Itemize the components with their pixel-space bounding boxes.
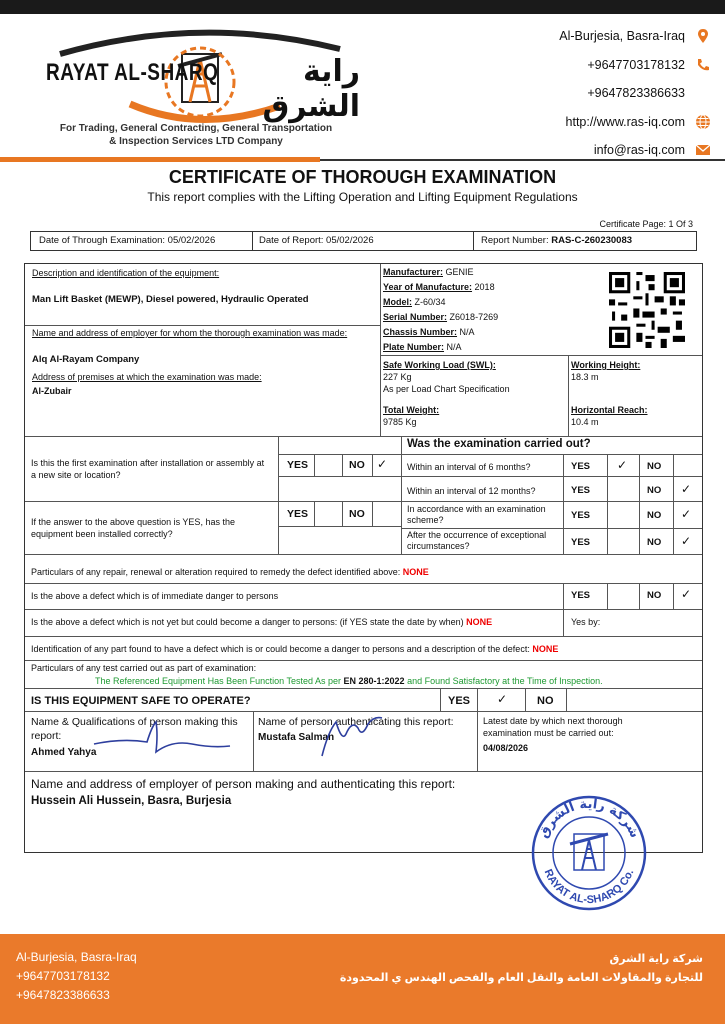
exceptional-no-check: ✓ — [681, 534, 692, 548]
equipment-desc-value: Man Lift Basket (MEWP), Diesel powered, Hydraulic Operated — [32, 294, 309, 305]
chassis-value: N/A — [459, 327, 475, 337]
row-line — [25, 554, 702, 555]
immediate-yes: YES — [571, 590, 591, 601]
yes-by-label: Yes by: — [571, 617, 601, 627]
safe-yes-check: ✓ — [497, 692, 508, 706]
year-label: Year of Manufacture: — [383, 282, 473, 292]
employer-of-person-label: Name and address of employer of person making and authenticating this report: — [31, 777, 456, 791]
tests-standard: EN 280-1:2022 — [343, 676, 405, 686]
exam-date: Date of Through Examination: 05/02/2026 — [39, 235, 216, 246]
model — [383, 296, 446, 308]
col-line — [380, 264, 381, 436]
reach-value: 10.4 m — [571, 417, 599, 427]
authenticator-signature — [318, 712, 388, 762]
footer-phone-1[interactable]: +9647703178132 — [16, 969, 110, 983]
identification-answer: NONE — [532, 644, 559, 654]
tests-answer-part2: and Found Satisfactory at the Time of Inspection. — [407, 676, 603, 686]
col-line — [314, 454, 315, 476]
serial-value: Z6018-7269 — [449, 312, 499, 322]
safe-to-operate-question: IS THIS EQUIPMENT SAFE TO OPERATE? — [31, 695, 251, 707]
col-line — [607, 454, 608, 554]
footer-phone-2[interactable]: +9647823386633 — [16, 988, 110, 1002]
interval-6-label: Within an interval of 6 months? — [407, 462, 531, 472]
employer-value: Alq Al-Rayam Company — [32, 354, 140, 365]
page-title: CERTIFICATE OF THOROUGH EXAMINATION — [168, 167, 557, 187]
next-exam-date: 04/08/2026 — [483, 743, 529, 753]
col-line — [639, 583, 640, 609]
repair-answer: NONE — [402, 567, 429, 577]
exceptional-label: After the occurrence of exceptional circumstances? — [407, 530, 547, 551]
meta-divider — [473, 232, 474, 250]
report-number — [481, 235, 632, 246]
chassis-label: Chassis Number: — [383, 327, 458, 337]
col-line — [673, 454, 674, 554]
plate-value: N/A — [446, 342, 462, 352]
brand-latin-name: RAYAT AL-SHARQ — [46, 60, 219, 87]
row-line — [25, 583, 702, 584]
contact-website[interactable] — [559, 108, 711, 137]
employer-of-person-value: Hussein Ali Hussein, Basra, Burjesia — [31, 795, 232, 807]
tests-answer — [95, 675, 603, 687]
first-exam-yes: YES — [287, 459, 309, 471]
meta-row — [30, 231, 697, 251]
first-exam-no-check: ✓ — [377, 457, 388, 471]
row-line — [25, 688, 702, 689]
header-rule-accent — [0, 157, 320, 162]
col-line — [639, 454, 640, 554]
company-logo — [40, 24, 360, 154]
brand-tagline — [46, 122, 346, 148]
row-line — [278, 526, 401, 527]
report-date: Date of Report: 05/02/2026 — [259, 235, 374, 246]
immediate-danger-question: Is the above a defect which is of immediate danger to persons — [31, 591, 279, 601]
stamp-latin-text: RAYAT AL-SHARQ Co. — [541, 867, 637, 907]
authenticator-name: Mustafa Salman — [258, 732, 335, 743]
scheme-label: In accordance with an examination scheme? — [407, 504, 546, 525]
repair-question-text: Particulars of any repair, renewal or alteration required to remedy the defect identified above: — [31, 567, 401, 577]
equipment-desc-label: Description and identification of the equipment: — [32, 268, 220, 278]
row-line — [25, 436, 702, 437]
installed-question: If the answer to the above question is YES, has the equipment been installed correctly? — [31, 517, 235, 539]
col-line — [477, 688, 478, 711]
col-line — [342, 454, 343, 476]
col-line — [372, 454, 373, 476]
row-line — [25, 771, 702, 772]
footer-arabic — [340, 950, 703, 988]
qr-code-icon — [609, 272, 685, 348]
tagline-line-1: For Trading, General Contracting, General Transportation — [59, 123, 333, 134]
interval-12-no: NO — [647, 485, 662, 496]
model-value: Z-60/34 — [414, 297, 446, 307]
exceptional-no: NO — [647, 537, 662, 548]
contact-list — [559, 22, 711, 165]
exceptional-yes: YES — [571, 537, 591, 548]
chassis-number — [383, 326, 475, 338]
repair-question — [31, 566, 429, 578]
scheme-no-check: ✓ — [681, 507, 692, 521]
scheme-yes: YES — [571, 510, 591, 521]
interval-6-no: NO — [647, 461, 662, 472]
footer-arabic-name: شركة راية الشرق — [609, 953, 703, 965]
interval-12-no-check: ✓ — [681, 482, 692, 496]
identification-question — [31, 643, 558, 655]
premises-label: Address of premises at which the examination was made: — [32, 372, 262, 382]
tagline-line-2: & Inspection Services LTD Company — [109, 136, 283, 147]
col-line — [253, 711, 254, 771]
contact-phone-1[interactable] — [559, 51, 711, 80]
row-line — [278, 454, 401, 455]
col-line — [477, 711, 478, 771]
year-value: 2018 — [474, 282, 495, 292]
next-exam-label: Latest date by which next thorough examination must be carried out: — [483, 716, 623, 738]
contact-address — [559, 22, 711, 51]
page-subtitle: This report complies with the Lifting Operation and Lifting Equipment Regulations — [147, 190, 578, 204]
phone-2-text[interactable]: +9647823386633 — [587, 86, 685, 101]
col-line — [607, 583, 608, 609]
svg-text:RAYAT AL-SHARQ Co. — [542, 868, 637, 907]
col-line — [673, 583, 674, 609]
interval-6-yes-check: ✓ — [617, 458, 628, 472]
swl-note: As per Load Chart Specification — [383, 384, 510, 394]
tests-question: Particulars of any test carried out as part of examination: — [31, 663, 257, 673]
carried-out-title: Was the examination carried out? — [407, 438, 591, 450]
employer-label: Name and address of employer for whom the thorough examination was made: — [32, 328, 348, 338]
interval-6-yes: YES — [571, 461, 591, 472]
interval-12-yes: YES — [571, 485, 591, 496]
footer-contact — [16, 948, 137, 1005]
plate-label: Plate Number: — [383, 342, 445, 352]
reach-label: Horizontal Reach: — [571, 405, 648, 415]
serial-label: Serial Number: — [383, 312, 448, 322]
weight-label: Total Weight: — [383, 405, 440, 415]
installed-yes: YES — [287, 508, 309, 520]
row-line — [401, 454, 702, 455]
horizontal-reach — [571, 404, 648, 428]
header-rule — [320, 159, 725, 161]
identification-question-text: Identification of any part found to have a defect which is or could become a danger to persons and a description of the defect: — [31, 644, 530, 654]
row-line — [25, 501, 702, 502]
address-text: Al-Burjesia, Basra-Iraq — [559, 29, 685, 44]
col-line — [314, 501, 315, 526]
website-text[interactable]: http://www.ras-iq.com — [565, 114, 685, 129]
report-maker-label: Name & Qualifications of person making this report: — [31, 716, 238, 742]
certificate-table — [24, 263, 703, 853]
scheme-no: NO — [647, 510, 662, 521]
brand-arabic-name: راية الشرق — [262, 55, 360, 123]
first-exam-no: NO — [349, 459, 365, 471]
immediate-no-check: ✓ — [681, 587, 692, 601]
first-exam-question: Is this the first examination after installation or assembly at a new site or location? — [31, 458, 265, 480]
stamp-arabic-text: شركة راية الشرق — [536, 796, 643, 841]
serial-number — [383, 311, 498, 323]
col-line — [342, 501, 343, 526]
interval-12-label: Within an interval of 12 months? — [407, 486, 536, 496]
working-height — [571, 359, 640, 383]
row-line — [401, 528, 702, 529]
weight-value: 9785 Kg — [383, 417, 417, 427]
row-line — [278, 476, 401, 477]
phone-icon — [695, 57, 711, 73]
row-line — [401, 476, 702, 477]
col-line — [440, 688, 441, 711]
col-line — [563, 583, 564, 609]
manufacturer — [383, 266, 474, 278]
not-yet-answer: NONE — [466, 617, 493, 627]
immediate-no: NO — [647, 590, 662, 601]
col-line — [525, 688, 526, 711]
plate-number — [383, 341, 462, 353]
page-footer — [0, 934, 725, 1024]
total-weight — [383, 404, 439, 428]
manufacturer-value: GENIE — [445, 267, 474, 277]
premises-value: Al-Zubair — [32, 386, 72, 396]
report-number-value: RAS-C-260230083 — [551, 235, 633, 246]
height-value: 18.3 m — [571, 372, 599, 382]
row-line — [380, 355, 702, 356]
row-line — [25, 660, 702, 661]
not-yet-question-text: Is the above a defect which is not yet but could become a danger to persons: (if YES state the date by when) — [31, 617, 464, 627]
col-line — [566, 688, 567, 711]
certificate-page-number: Certificate Page: 1 Of 3 — [599, 219, 693, 229]
top-bar — [0, 0, 725, 14]
manufacturer-label: Manufacturer: — [383, 267, 444, 277]
row-line — [25, 609, 702, 610]
footer-address: Al-Burjesia, Basra-Iraq — [16, 950, 137, 964]
meta-divider — [252, 232, 253, 250]
col-line — [563, 609, 564, 636]
report-number-label: Report Number: — [481, 235, 549, 246]
col-line — [568, 355, 569, 436]
globe-icon — [695, 114, 711, 130]
col-line — [372, 501, 373, 526]
blank-icon-slot — [695, 85, 711, 101]
email-text[interactable]: info@ras-iq.com — [593, 143, 685, 158]
row-line — [25, 325, 380, 326]
swl-label: Safe Working Load (SWL): — [383, 360, 496, 370]
swl — [383, 359, 510, 395]
location-pin-icon — [695, 28, 711, 44]
mail-icon — [695, 142, 711, 158]
company-stamp — [530, 794, 648, 912]
maker-signature — [92, 718, 232, 760]
col-line — [563, 454, 564, 554]
year-of-manufacture — [383, 281, 495, 293]
report-maker-name: Ahmed Yahya — [31, 747, 97, 758]
not-yet-danger-question — [31, 616, 492, 628]
row-line — [25, 636, 702, 637]
swl-value: 227 Kg — [383, 372, 412, 382]
model-label: Model: — [383, 297, 412, 307]
phone-1-text[interactable]: +9647703178132 — [587, 57, 685, 72]
footer-arabic-tagline: للتجارة والمقاولات العامة والنقل العام والفحص الهندس ي المحدودة — [339, 972, 703, 984]
safe-no: NO — [537, 695, 554, 707]
tests-answer-part1: The Referenced Equipment Has Been Function Tested As per — [95, 676, 341, 686]
contact-phone-2[interactable] — [559, 79, 711, 108]
authenticator-label: Name of person authenticating this report: — [258, 716, 454, 728]
height-label: Working Height: — [571, 360, 641, 370]
safe-yes: YES — [448, 695, 471, 707]
installed-no: NO — [349, 508, 365, 520]
